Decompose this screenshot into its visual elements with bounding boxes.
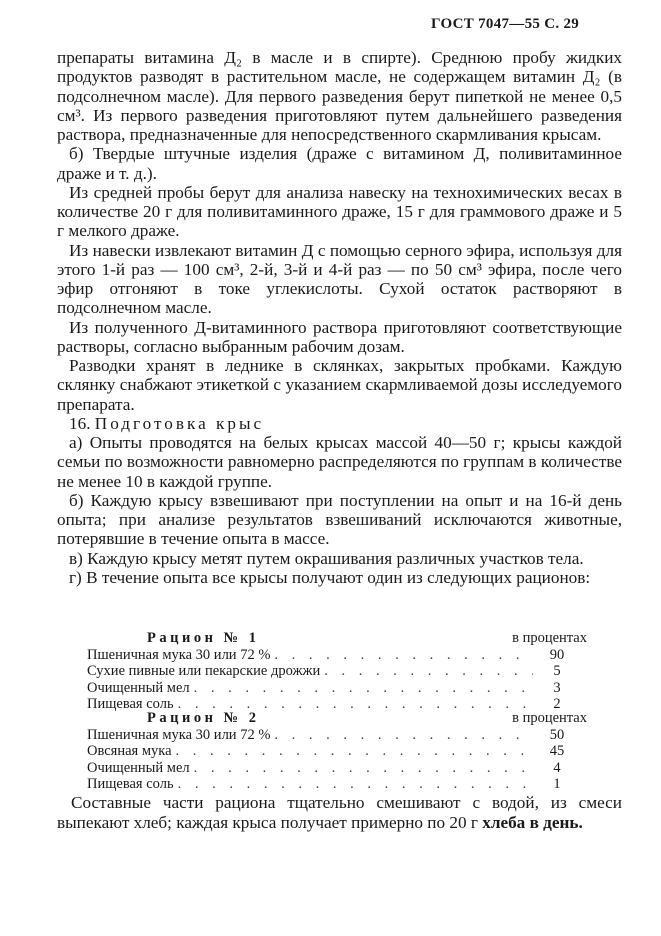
leader-dots (178, 776, 533, 793)
ingredient-value: 3 (553, 679, 561, 696)
ration-title: Рацион № 2 (147, 710, 260, 726)
ingredient-name: Пшеничная мука 30 или 72 % (87, 646, 271, 663)
section-heading (57, 414, 622, 433)
ration-table-1 (87, 630, 587, 713)
paragraph: Из средней пробы берут для анализа навеску на технохимических весах в количестве 20 г для поливитаминного драже, 15 г для граммового драже и 5 г мелкого драже. (57, 182, 622, 241)
paragraph: б) Твердые штучные изделия (драже с витамином Д, поливитаминное драже и т. д.). (57, 144, 622, 183)
ingredient-value: 1 (553, 776, 561, 793)
final-text: Составные части рациона тщательно смешивают с водой, из смеси выпекают хлеб; каждая крыса получает примерно по 20 г (57, 793, 622, 832)
ingredient-name: Пшеничная мука 30 или 72 % (87, 726, 271, 743)
ration-table-2 (87, 710, 587, 793)
section-title: Подготовка крыс (94, 413, 265, 433)
body-text (57, 48, 622, 587)
ration-row (87, 680, 587, 697)
ingredient-value: 90 (549, 646, 565, 663)
ingredient-name: Овсяная мука (87, 743, 172, 760)
leader-dots (274, 727, 533, 744)
section-item: б) Каждую крысу взвешивают при поступлении на опыт и на 16-й день опыта; при анализе результатов взвешиваний исключаются животные, потерявшие в течение опыта в массе. (57, 490, 622, 549)
leader-dots (194, 760, 533, 777)
ingredient-value: 4 (553, 759, 561, 776)
ration-title: Рацион № 1 (147, 630, 260, 646)
section-item: г) В течение опыта все крысы получают один из следующих рационов: (69, 567, 591, 587)
ration-unit: в процентах (512, 710, 587, 726)
ration-row (87, 647, 587, 664)
final-text-end: хлеба в день. (482, 812, 583, 832)
ingredient-name: Очищенный мел (87, 759, 190, 776)
section-item: а) Опыты проводятся на белых крысах массой 40—50 г; крысы каждой семьи по возможности равномерно распределяются по группам в количестве не менее 10 в каждой группе. (57, 433, 622, 491)
ration-unit: в процентах (512, 630, 587, 646)
paragraph: Из полученного Д-витаминного раствора приготовляют соответствующие растворы, согласно выбранным рабочим дозам. (57, 317, 622, 356)
leader-dots (176, 743, 533, 760)
final-paragraph (57, 793, 622, 832)
paragraph: препараты витамина Д₂ в масле и в спирте). Среднюю пробу жидких продуктов разводят в растительном масле, не содержащем витамин Д₂ (в подсолнечном масле). Для первого разведения берут пипеткой не менее 0,5 см³. Из первого разведения приготовляют путем дальнейшего разведения раствора, предназначенные для непосредственного скармливания крысам. (57, 48, 622, 144)
ingredient-name: Очищенный мел (87, 679, 190, 696)
ingredient-name: Пищевая соль (87, 696, 174, 713)
leader-dots (324, 663, 533, 680)
ration-row (87, 727, 587, 744)
section-item: в) Каждую крысу метят путем окрашивания различных участков тела. (69, 548, 584, 568)
ration-row (87, 663, 587, 680)
section-number: 16. (69, 413, 91, 433)
ingredient-value: 2 (553, 696, 561, 713)
ingredient-value: 45 (549, 743, 565, 760)
ration-row (87, 760, 587, 777)
ingredient-name: Пищевая соль (87, 776, 174, 793)
leader-dots (194, 680, 533, 697)
ingredient-value: 50 (549, 726, 565, 743)
ingredient-name: Сухие пивные или пекарские дрожжи (87, 663, 321, 680)
ration-row (87, 743, 587, 760)
leader-dots (274, 647, 533, 664)
paragraph: Из навески извлекают витамин Д с помощью серного эфира, используя для этого 1-й раз — 100 см³, 2-й, 3-й и 4-й раз — по 50 см³ эфира, после чего эфир отгоняют в токе углекислоты. Сухой остаток растворяют в подсолнечном масле. (57, 240, 622, 318)
page-header: ГОСТ 7047—55 С. 29 (431, 16, 580, 32)
ration-row (87, 776, 587, 793)
ingredient-value: 5 (553, 663, 561, 680)
paragraph: Разводки хранят в леднике в склянках, закрытых пробками. Каждую склянку снабжают этикеткой с указанием скармливаемой дозы исследуемого препарата. (57, 356, 622, 414)
